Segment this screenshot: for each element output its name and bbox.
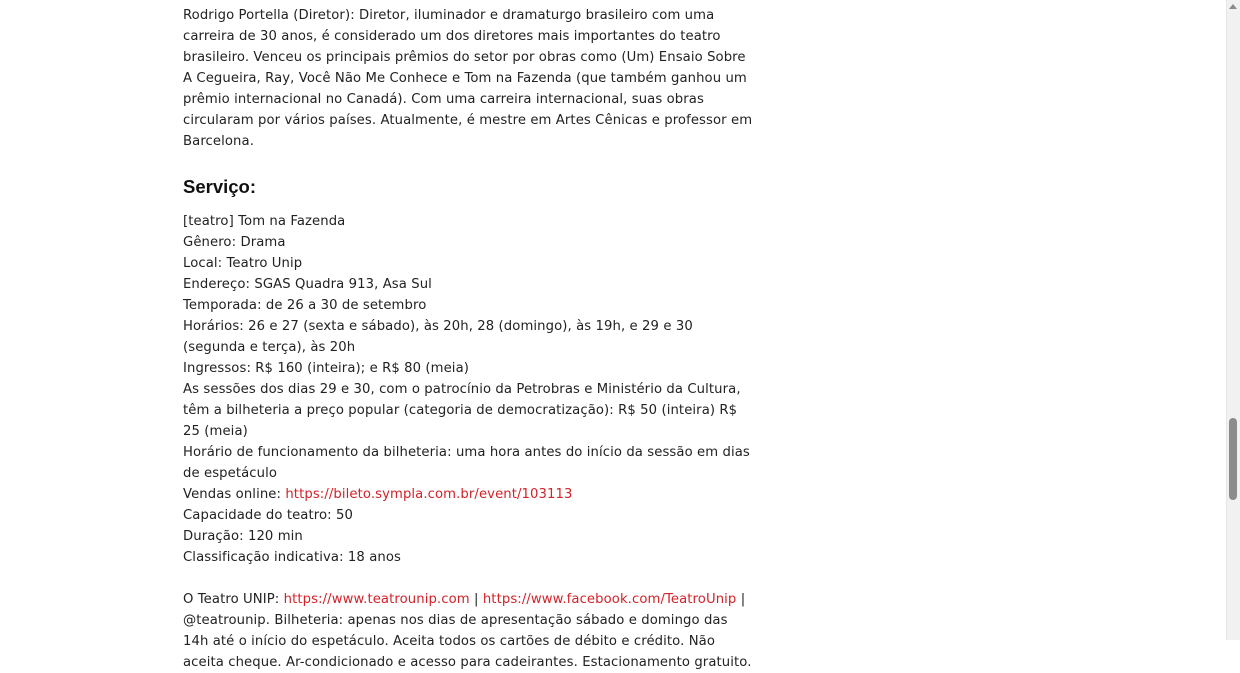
teatro-unip-facebook-link[interactable]: https://www.facebook.com/TeatroUnip (482, 592, 737, 607)
vertical-scrollbar[interactable] (1226, 0, 1240, 640)
unip-prefix: O Teatro UNIP: (183, 592, 284, 607)
service-line-rating: Classificação indicativa: 18 anos (183, 550, 401, 565)
unip-separator: | (469, 592, 483, 607)
service-heading: Serviço: (183, 176, 257, 197)
scroll-up-arrow-icon[interactable] (1229, 4, 1237, 9)
service-line-venue: Local: Teatro Unip (183, 256, 303, 271)
service-line-address: Endereço: SGAS Quadra 913, Asa Sul (183, 277, 432, 292)
teatro-unip-site-link[interactable]: https://www.teatrounip.com (283, 592, 470, 607)
scrollbar-thumb[interactable] (1229, 418, 1237, 500)
service-line-online-sales (183, 484, 753, 505)
service-line-box-office-hours: Horário de funcionamento da bilheteria: uma hora antes do início da sessão em dias de espetáculo (183, 445, 750, 481)
service-info (183, 211, 753, 568)
unip-details: | @teatrounip. Bilheteria: apenas nos dias de apresentação sábado e domingo das 14h até o início do espetáculo. Aceita todos os cartões de débito e crédito. Não aceita cheque. Ar-condicionado e acesso para cadeirantes. Estacionamento gratuito. (183, 592, 752, 670)
sympla-ticket-link[interactable]: https://bileto.sympla.com.br/event/103113 (285, 487, 573, 502)
article-content (183, 5, 753, 673)
service-line-capacity: Capacidade do teatro: 50 (183, 508, 353, 523)
service-line-schedule: Horários: 26 e 27 (sexta e sábado), às 20h, 28 (domingo), às 19h, e 29 e 30 (segunda e terça), às 20h (183, 319, 693, 355)
service-line-tickets: Ingressos: R$ 160 (inteira); e R$ 80 (meia) (183, 361, 470, 376)
service-line-duration: Duração: 120 min (183, 529, 303, 544)
service-line-genre: Gênero: Drama (183, 235, 286, 250)
online-sales-label: Vendas online: (183, 487, 286, 502)
service-line-popular-price: As sessões dos dias 29 e 30, com o patrocínio da Petrobras e Ministério da Cultura, têm a bilheteria a preço popular (categoria de democratização): R$ 50 (inteira) R$ 25 (meia) (183, 382, 741, 439)
teatro-unip-info (183, 589, 753, 673)
director-bio-paragraph: Rodrigo Portella (Diretor): Diretor, iluminador e dramaturgo brasileiro com uma carreira de 30 anos, é considerado um dos diretores mais importantes do teatro brasileiro. Venceu os principais prêmios do setor por obras como (Um) Ensaio Sobre A Cegueira, Ray, Você Não Me Conhece e Tom na Fazenda (que também ganhou um prêmio internacional no Canadá). Com uma carreira internacional, suas obras circularam por vários países. Atualmente, é mestre em Artes Cênicas e professor em Barcelona. (183, 8, 753, 149)
service-line-title: [teatro] Tom na Fazenda (183, 214, 346, 229)
service-line-season: Temporada: de 26 a 30 de setembro (183, 298, 427, 313)
